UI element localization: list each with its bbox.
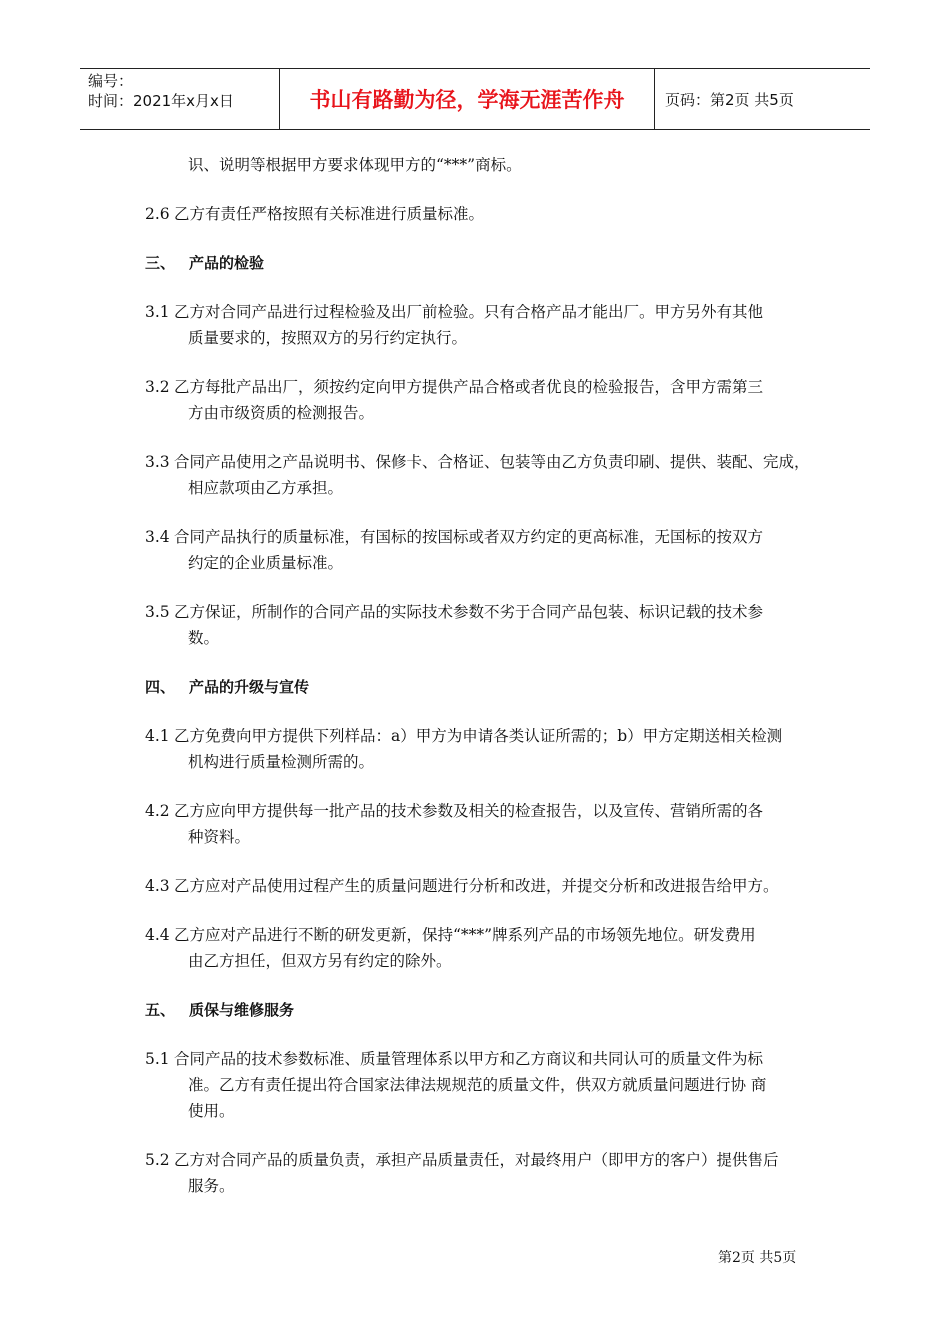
section-title: 产品的升级与宣传 [189,678,310,696]
clause-text-line: 准。乙方有责任提出符合国家法律法规规范的质量文件，供双方就质量问题进行协 商 [188,1076,767,1094]
section-heading-3 [145,250,820,276]
clause-text-line: 种资料。 [188,828,251,846]
document-number-label: 编号： [88,72,134,90]
clause-text-line: 服务。 [188,1177,235,1195]
section-heading-4 [145,674,820,700]
clause-text-line: 机构进行质量检测所需的。 [188,753,375,771]
clause-4-4 [145,922,820,974]
clause-text-line: 乙方每批产品出厂，须按约定向甲方提供产品合格或者优良的检验报告，含甲方需第三 [174,378,764,396]
clause-text-line: 相应款项由乙方承担。 [188,479,344,497]
clause-number: 5.1 [145,1050,170,1068]
section-number: 五、 [145,1001,176,1019]
clause-text-line: 乙方应向甲方提供每一批产品的技术参数及相关的检查报告，以及宣传、营销所需的各 [174,802,764,820]
clause-number: 3.1 [145,303,170,321]
clause-number: 3.4 [145,528,170,546]
clause-number: 3.5 [145,603,170,621]
clause-text-line: 乙方保证，所制作的合同产品的实际技术参数不劣于合同产品包装、标识记载的技术参 [174,603,764,621]
clause-number: 4.4 [145,926,170,944]
clause-text-line: 质量要求的，按照双方的另行约定执行。 [188,329,468,347]
clause-text-line: 乙方应对产品进行不断的研发更新，保持“***”牌系列产品的市场领先地位。研发费用 [174,926,756,944]
clause-5-2 [145,1147,820,1199]
header-page-label: 页码：第2页 共5页 [665,90,794,109]
clause-text-line: 乙方免费向甲方提供下列样品：a）甲方为申请各类认证所需的；b）甲方定期送相关检测 [174,727,783,745]
clause-text-line: 乙方对合同产品的质量负责，承担产品质量责任，对最终用户（即甲方的客户）提供售后 [174,1151,779,1169]
clause-text-line: 合同产品执行的质量标准，有国标的按国标或者双方约定的更高标准，无国标的按双方 [174,528,764,546]
clause-4-2 [145,798,820,850]
section-heading-5 [145,997,820,1023]
section-title: 质保与维修服务 [189,1001,295,1019]
section-title: 产品的检验 [189,254,265,272]
carry-over-line: 识、说明等根据甲方要求体现甲方的“***”商标。 [188,156,522,174]
header-meta [80,69,280,129]
clause-3-5 [145,599,820,651]
clause-number: 2.6 [145,205,170,223]
clause-number: 5.2 [145,1151,170,1169]
clause-number: 4.1 [145,727,170,745]
clause-3-1 [145,299,820,351]
clause-text-line: 方由市级资质的检测报告。 [188,404,375,422]
clause-number: 3.3 [145,453,170,471]
header-motto: 书山有路勤为径，学海无涯苦作舟 [280,69,655,129]
clause-number: 4.3 [145,877,170,895]
section-number: 三、 [145,254,176,272]
clause-2-6 [145,201,820,227]
clause-3-3 [145,449,820,501]
page-footer: 第2页 共5页 [718,1250,797,1266]
document-body [145,152,820,1222]
clause-5-1 [145,1046,820,1124]
clause-text-line: 使用。 [188,1102,235,1120]
clause-4-3 [145,873,820,899]
clause-text-line: 合同产品的技术参数标准、质量管理体系以甲方和乙方商议和共同认可的质量文件为标 [174,1050,764,1068]
clause-4-1 [145,723,820,775]
clause-text-line: 乙方对合同产品进行过程检验及出厂前检验。只有合格产品才能出厂。甲方另外有其他 [174,303,764,321]
document-date-label: 时间：2021年x月x日 [88,92,234,110]
clause-text-line: 乙方应对产品使用过程产生的质量问题进行分析和改进，并提交分析和改进报告给甲方。 [174,877,779,895]
clause-3-4 [145,524,820,576]
clause-text-line: 合同产品使用之产品说明书、保修卡、合格证、包装等由乙方负责印刷、提供、装配、完成， [174,453,810,471]
clause-text-line: 由乙方担任，但双方另有约定的除外。 [188,952,452,970]
page-header [80,68,870,130]
section-number: 四、 [145,678,176,696]
clause-number: 4.2 [145,802,170,820]
clause-text-line: 约定的企业质量标准。 [188,554,344,572]
clause-3-2 [145,374,820,426]
clause-text-line: 数。 [188,629,220,647]
clause-number: 3.2 [145,378,170,396]
clause-text: 乙方有责任严格按照有关标准进行质量标准。 [174,205,485,223]
